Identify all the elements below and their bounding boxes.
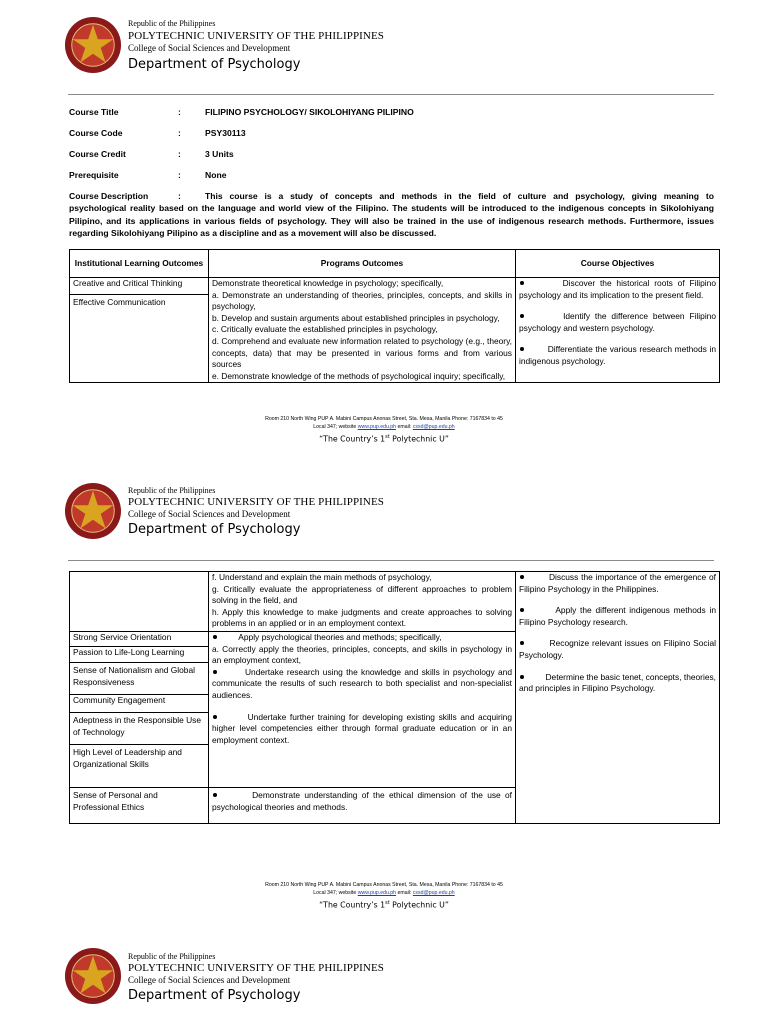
ilo-personal-professional-ethics: Sense of Personal and Professional Ethics <box>70 788 209 824</box>
header-divider <box>68 94 714 95</box>
prerequisite-value: None <box>205 170 227 180</box>
footer-address <box>0 415 768 431</box>
co-item <box>519 672 716 695</box>
footer-email-label: email: <box>396 890 413 896</box>
footer-address <box>0 881 768 897</box>
colon: : <box>178 170 181 180</box>
prerequisite-label: Prerequisite <box>69 170 119 180</box>
bullet-icon <box>519 312 529 319</box>
po-d: d. Comprehend and evaluate new information related to psychology (e.g., theory, concepts, data) that may be presented in various forms and from various sources <box>212 335 512 370</box>
website-link[interactable]: www.pup.edu.ph <box>357 890 397 896</box>
co-item <box>519 605 716 628</box>
bullet-icon <box>212 791 222 798</box>
university-name: POLYTECHNIC UNIVERSITY OF THE PHILIPPINES <box>128 30 385 42</box>
university-name: POLYTECHNIC UNIVERSITY OF THE PHILIPPINES <box>128 962 385 974</box>
colon: : <box>178 191 181 201</box>
footer-address-line: Room 210 North Wing PUP A. Mabini Campus Anonas Street, Sta. Mesa, Manila Phone: 7167834 to 45 <box>265 882 503 888</box>
course-description-label: Course Description <box>69 191 149 201</box>
pup-seal-icon <box>64 16 122 74</box>
co-item <box>519 278 716 301</box>
course-description <box>69 190 714 240</box>
outcomes-table-page2 <box>69 571 720 824</box>
bullet-icon <box>519 639 529 646</box>
po-ethics-cell <box>209 788 516 824</box>
ilo-list-cell <box>70 632 209 788</box>
footer-email-label: email: <box>396 424 413 430</box>
co-text: Identify the difference between Filipino psychology and western psychology. <box>519 311 716 333</box>
bullet-icon <box>212 668 222 675</box>
programs-outcomes-cell <box>209 278 516 383</box>
ilo-nationalism-global: Sense of Nationalism and Global Responsiveness <box>70 663 208 695</box>
ilo-passion-life-long-learning: Passion to Life-Long Learning <box>70 647 208 663</box>
university-name: POLYTECHNIC UNIVERSITY OF THE PHILIPPINES <box>128 496 385 508</box>
po-ethics <box>212 790 512 813</box>
po-c: c. Critically evaluate the established principles in psychology, <box>212 324 438 335</box>
course-objectives-cell <box>516 278 720 383</box>
course-credit-value: 3 Units <box>205 149 234 159</box>
bullet-icon <box>519 345 529 352</box>
po-a2: a. Correctly apply the theories, principles, concepts, and skills in psychology in an employment context, <box>212 643 512 666</box>
email-link[interactable]: cssd@pup.edu.ph <box>412 424 455 430</box>
pup-seal-icon <box>64 947 122 1005</box>
ilo-creative-critical-thinking: Creative and Critical Thinking <box>70 278 208 295</box>
ilo-community-engagement: Community Engagement <box>70 695 208 713</box>
department-name: Department of Psychology <box>128 522 301 537</box>
po-training-text: Undertake further training for developing existing skills and acquiring higher level competencies either through formal graduate education or in an employment context. <box>212 711 512 745</box>
po-g: g. Critically evaluate the appropriateness of different approaches to problem solving in the field, and <box>212 583 512 606</box>
ilo-responsible-technology: Adeptness in the Responsible Use of Technology <box>70 713 208 745</box>
co-text: Apply the different indigenous methods in Filipino Psychology research. <box>519 605 716 627</box>
department-name: Department of Psychology <box>128 988 301 1003</box>
footer-address-line: Room 210 North Wing PUP A. Mabini Campus Anonas Street, Sta. Mesa, Manila Phone: 7167834 to 45 <box>265 416 503 422</box>
republic-text: Republic of the Philippines <box>128 486 216 495</box>
ilo-leadership-organizational: High Level of Leadership and Organizational Skills <box>73 747 182 769</box>
co-text: Determine the basic tenet, concepts, theories, and principles in Filipino Psychology. <box>519 671 716 694</box>
bullet-icon <box>519 279 529 286</box>
po-b: b. Develop and sustain arguments about established principles in psychology, <box>212 312 500 323</box>
po-e: e. Demonstrate knowledge of the methods of psychological inquiry; specifically, <box>212 370 506 381</box>
department-name: Department of Psychology <box>128 57 301 72</box>
po-intro: Demonstrate theoretical knowledge in psychology; specifically, <box>212 278 444 288</box>
po-apply-text: Apply psychological theories and methods; specifically, <box>238 632 442 642</box>
college-name: College of Social Sciences and Development <box>128 975 291 985</box>
po-apply <box>212 632 512 644</box>
course-code-value: PSY30113 <box>205 128 246 138</box>
po-training <box>212 712 512 747</box>
footer-local: Local 347; website <box>313 890 358 896</box>
po-apply-cell <box>209 632 516 788</box>
header-divider <box>68 560 714 561</box>
pup-seal-icon <box>64 482 122 540</box>
email-link[interactable]: cssd@pup.edu.ph <box>412 890 455 896</box>
po-f: f. Understand and explain the main methods of psychology, <box>212 572 432 582</box>
course-credit-label: Course Credit <box>69 149 126 159</box>
course-title-label: Course Title <box>69 107 119 117</box>
bullet-icon <box>519 606 529 613</box>
po-a: a. Demonstrate an understanding of theories, principles, concepts, and skills in psychology, <box>212 289 512 312</box>
header-course-objectives: Course Objectives <box>516 250 720 278</box>
po-h: h. Apply this knowledge to make judgments and create approaches to solving problems in an applied or in an employment context. <box>212 606 512 629</box>
republic-text: Republic of the Philippines <box>128 952 216 961</box>
co-item <box>519 344 716 367</box>
colon: : <box>178 107 181 117</box>
co-item <box>519 311 716 334</box>
outcomes-table-page1 <box>69 249 720 383</box>
co-item <box>519 638 716 661</box>
po-research-text: Undertake research using the knowledge and skills in psychology and communicate the results of such research to both specialist and non-specialist audiences. <box>212 666 512 700</box>
bullet-icon <box>212 713 222 720</box>
po-continued-cell <box>209 572 516 632</box>
footer-motto: “The Country’s 1st Polytechnic U” <box>319 900 449 910</box>
ilo-empty-cell <box>70 572 209 632</box>
course-code-label: Course Code <box>69 128 123 138</box>
footer-local: Local 347; website <box>313 424 358 430</box>
republic-text: Republic of the Philippines <box>128 19 216 28</box>
co-text: Discover the historical roots of Filipino psychology and its implication to the present field. <box>519 278 716 300</box>
co-text: Recognize relevant issues on Filipino Social Psychology. <box>519 638 716 660</box>
course-objectives-cell <box>516 572 720 824</box>
colon: : <box>178 128 181 138</box>
bullet-icon <box>519 573 529 580</box>
bullet-icon <box>212 633 222 640</box>
ilo-strong-service-orientation: Strong Service Orientation <box>70 632 208 647</box>
header-institutional-learning-outcomes: Institutional Learning Outcomes <box>70 250 209 278</box>
college-name: College of Social Sciences and Development <box>128 509 291 519</box>
co-text: Discuss the importance of the emergence of Filipino Psychology in the Philippines. <box>519 572 716 594</box>
website-link[interactable]: www.pup.edu.ph <box>357 424 397 430</box>
colon: : <box>178 149 181 159</box>
ilo-effective-communication: Effective Communication <box>73 297 166 307</box>
header-programs-outcomes: Programs Outcomes <box>209 250 516 278</box>
course-title-value: FILIPINO PSYCHOLOGY/ SIKOLOHIYANG PILIPINO <box>205 107 414 117</box>
college-name: College of Social Sciences and Development <box>128 43 291 53</box>
po-ethics-text: Demonstrate understanding of the ethical dimension of the use of psychological theories and methods. <box>212 790 512 812</box>
co-item <box>519 572 716 595</box>
bullet-icon <box>519 673 529 680</box>
course-description-first-line: This course is a study of concepts and methods in the field of culture and psychology, giving meaning to <box>205 191 714 201</box>
po-research <box>212 667 512 702</box>
footer-motto: “The Country’s 1st Polytechnic U” <box>319 434 449 444</box>
co-text: Differentiate the various research methods in indigenous psychology. <box>519 344 716 366</box>
course-description-text: psychological reality based on the language and world view of the Filipino. The students will be introduced to the indigenous concepts in Sikolohiyang Pilipino, and its applications in various fields of psychology. They will also be trained in the use of indigenous research methods. Furthermore, issues regarding Sikolohiyang Pilipino as a discipline and as a movement will also be discussed. <box>69 203 714 239</box>
